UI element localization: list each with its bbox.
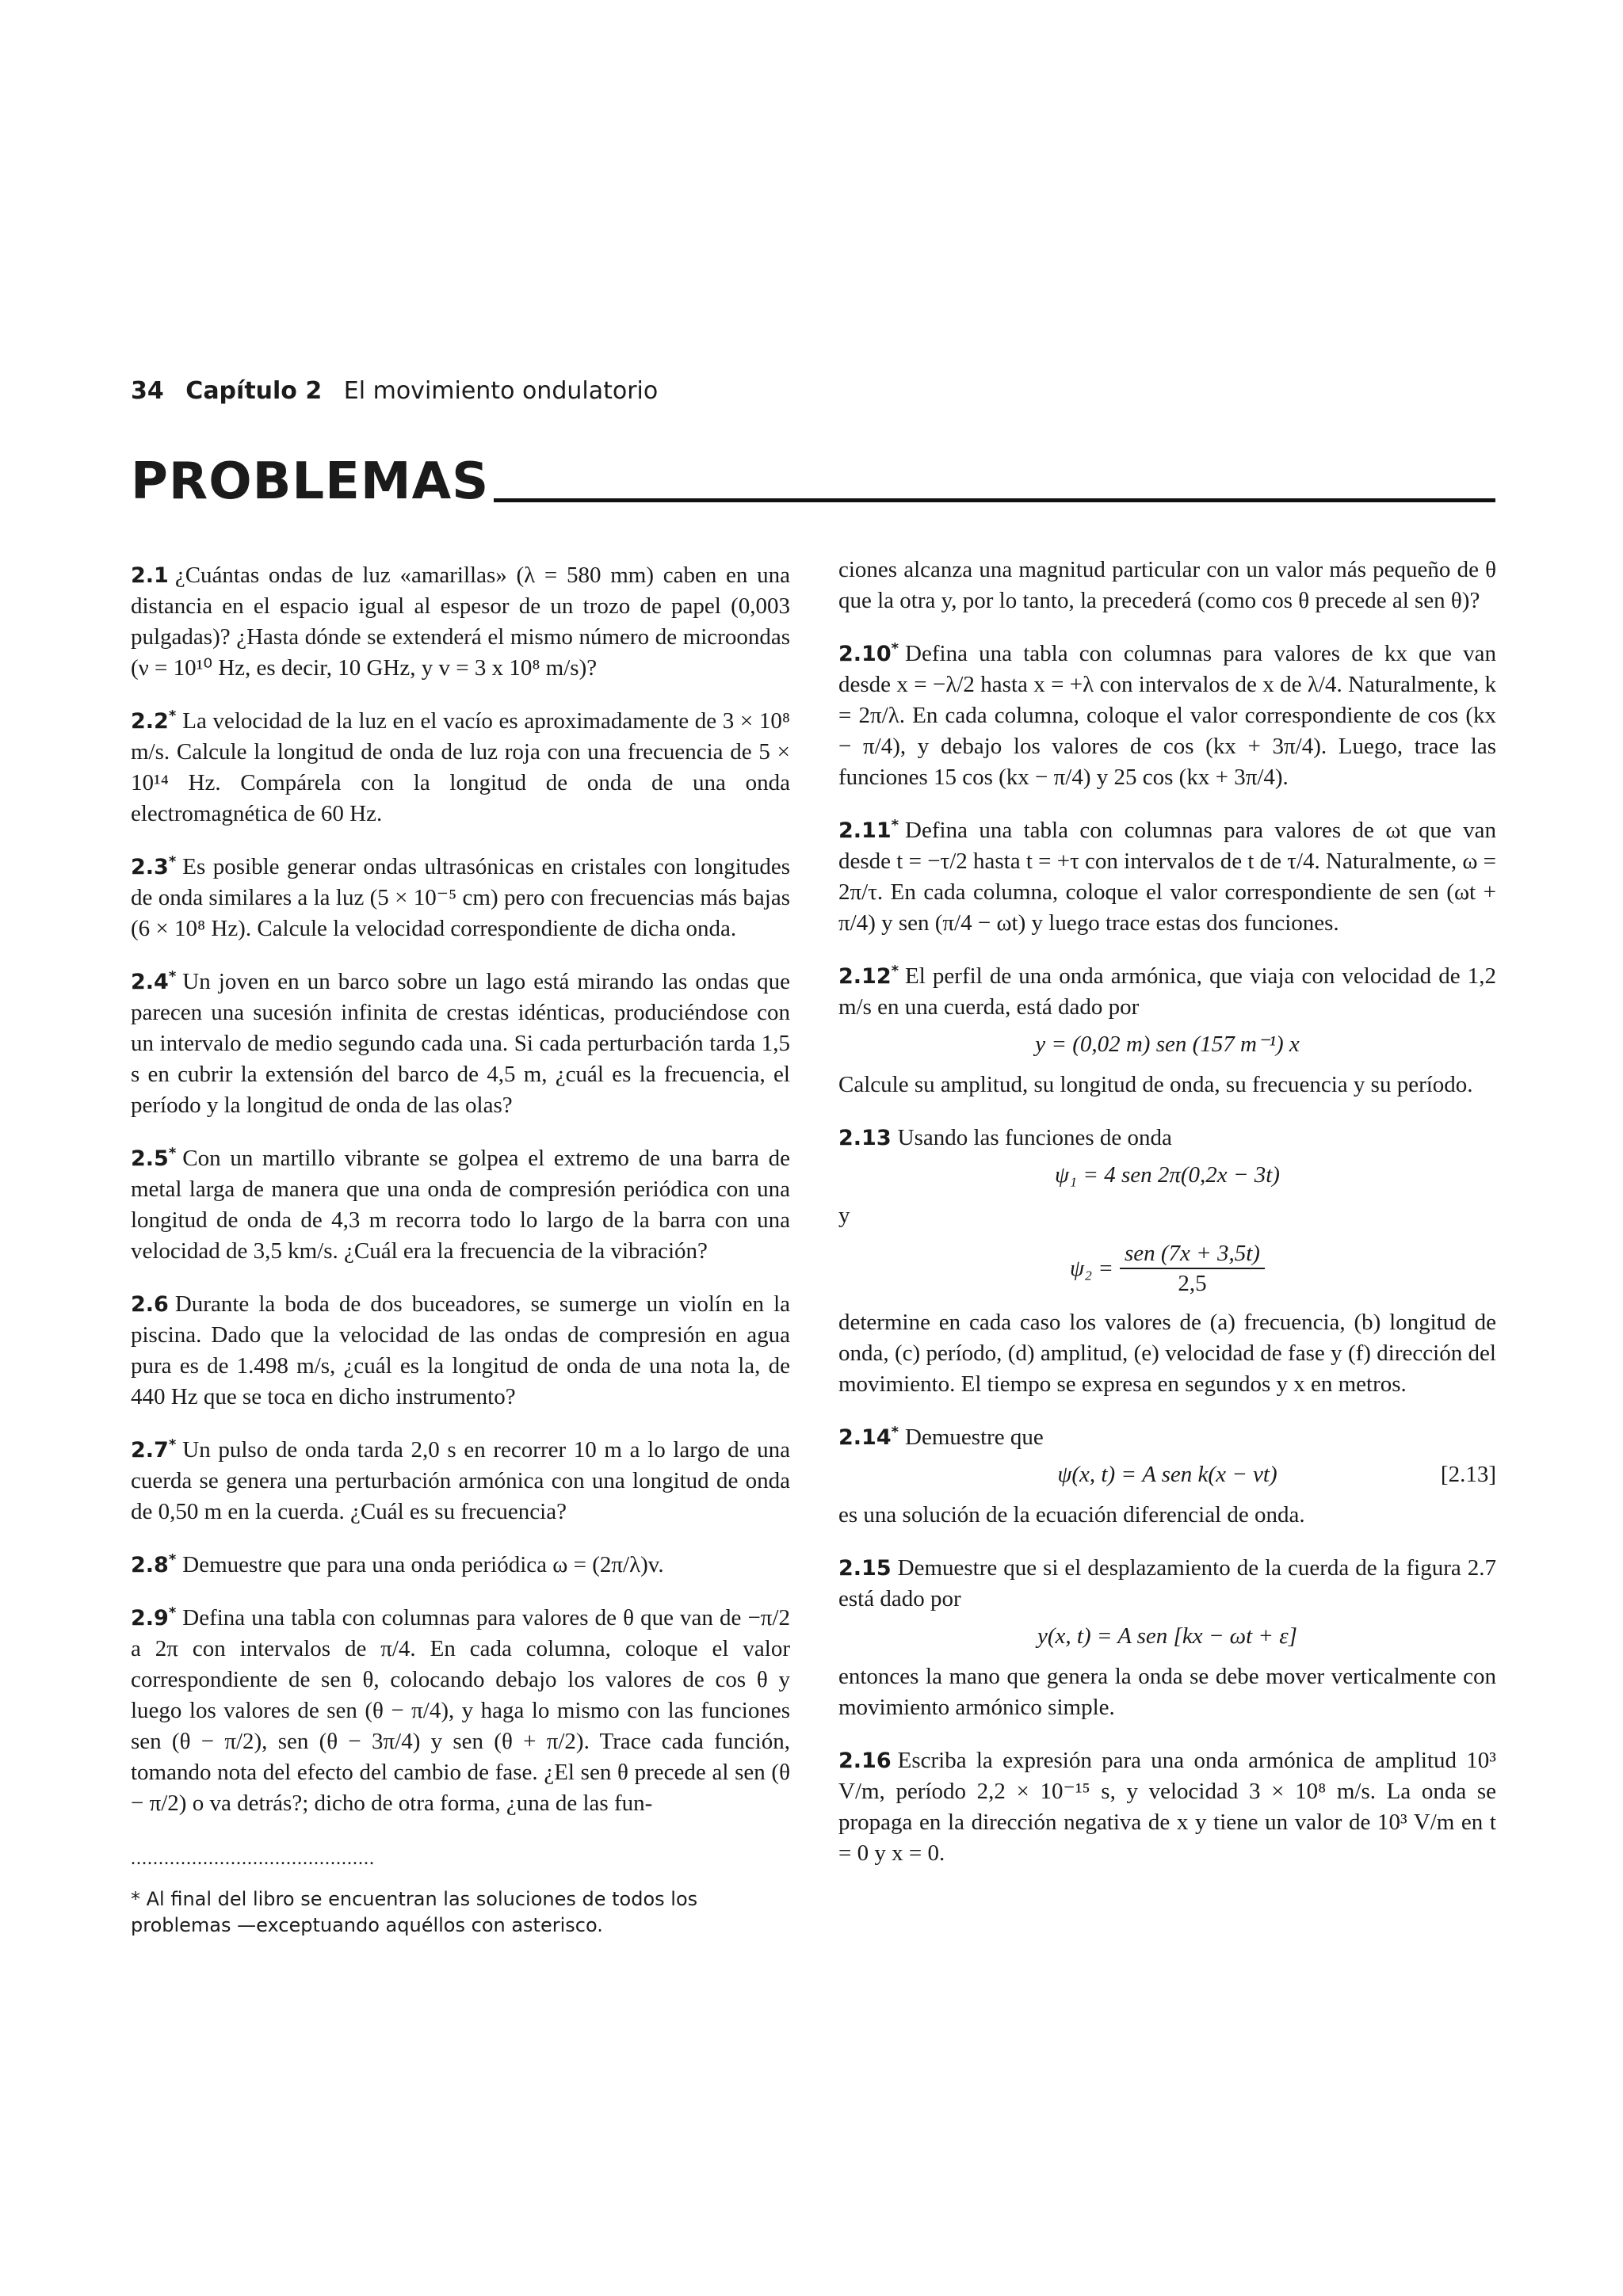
problem-2-12 [838, 955, 1496, 1100]
problem-number: 2.13 [838, 1126, 892, 1150]
equation-psi2 [838, 1239, 1496, 1298]
problem-number: 2.15 [838, 1556, 892, 1581]
problem-text: El perfil de una onda armónica, que viaja con velocidad de 1,2 m/s en una cuerda, está dado por [838, 963, 1496, 1020]
footnote [131, 1846, 796, 1939]
problem-number: 2.14* [838, 1424, 899, 1450]
problem-2-2 [131, 700, 790, 830]
chapter-label: Capítulo 2 [185, 377, 323, 405]
problem-number: 2.16 [838, 1749, 892, 1773]
problem-text: Un joven en un barco sobre un lago está mirando las ondas que parecen una sucesión infinita de crestas idénticas, produciéndose con un intervalo de medio segundo cada una. Si cada perturbación tarda 1,5 s en cubrir la extensión del barco de 4,5 m, ¿cuál es la frecuencia, el período y la longitud de onda de las olas? [131, 969, 790, 1118]
equation-lhs: ψ₂ = [1070, 1255, 1113, 1281]
problem-2-1 [131, 555, 790, 684]
equation-psi1: ψ₁ = 4 sen 2π(0,2x − 3t) [1055, 1162, 1280, 1188]
problem-number: 2.9* [131, 1604, 177, 1630]
problem-number: 2.8* [131, 1551, 177, 1577]
problem-text: Demuestre que para una onda periódica ω = (2π/λ)v. [182, 1552, 664, 1577]
problem-text-after: es una solución de la ecuación diferencial de onda. [838, 1502, 1305, 1527]
equation-tag: [2.13] [1440, 1462, 1496, 1487]
problem-2-8 [131, 1544, 790, 1581]
page-number: 34 [131, 377, 164, 405]
problem-number: 2.12* [838, 963, 899, 989]
problem-number: 2.6 [131, 1292, 169, 1317]
problem-text: Demuestre que si el desplazamiento de la cuerda de la figura 2.7 está dado por [838, 1555, 1496, 1611]
problem-number: 2.5* [131, 1145, 177, 1171]
section-title: PROBLEMAS [131, 452, 490, 511]
problem-2-7 [131, 1429, 790, 1527]
problem-number: 2.3* [131, 853, 177, 879]
problem-2-6 [131, 1283, 790, 1413]
problem-text: Con un martillo vibrante se golpea el extremo de una barra de metal larga de manera que una onda de compresión periódica con una longitud de onda de 4,3 m recorra todo lo largo de la barra con una velocidad de 3,5 km/s. ¿Cuál era la frecuencia de la vibración? [131, 1146, 790, 1264]
section-heading [131, 452, 1495, 511]
chapter-title: El movimiento ondulatorio [343, 377, 659, 405]
problem-text: Un pulso de onda tarda 2,0 s en recorrer 10 m a lo largo de una cuerda se genera una perturbación armónica con una longitud de onda de 0,50 m en la cuerda. ¿Cuál es su frecuencia? [131, 1437, 790, 1524]
denominator: 2,5 [1178, 1271, 1207, 1296]
problem-2-10 [838, 633, 1496, 793]
equation: y = (0,02 m) sen (157 m⁻¹) x [1035, 1032, 1300, 1057]
heading-rule [494, 498, 1495, 502]
problem-number: 2.1 [131, 563, 169, 588]
problem-2-16 [838, 1740, 1496, 1869]
problem-number: 2.11* [838, 817, 899, 843]
problem-number: 2.10* [838, 640, 899, 666]
problem-2-4 [131, 961, 790, 1121]
footnote-separator: ............................................ [131, 1848, 375, 1869]
problem-2-3 [131, 846, 790, 944]
problem-text-after: determine en cada caso los valores de (a) frecuencia, (b) longitud de onda, (c) período, (d) amplitud, (e) velocidad de fase y (f) dirección del movimiento. El tiempo se expresa en segundos y x en metros. [838, 1310, 1496, 1397]
left-column [131, 555, 790, 1836]
problem-text: Usando las funciones de onda [897, 1125, 1172, 1150]
footnote-text: * Al final del libro se encuentran las soluciones de todos los problemas —exceptuando aquéllos con asterisco. [131, 1888, 698, 1936]
numerator: sen (7x + 3,5t) [1120, 1239, 1265, 1269]
problem-2-14 [838, 1417, 1496, 1531]
problem-number: 2.4* [131, 968, 177, 994]
right-column [838, 555, 1496, 1886]
problem-2-13 [838, 1117, 1496, 1400]
problem-2-9 [131, 1597, 790, 1819]
problem-text: La velocidad de la luz en el vacío es aproximadamente de 3 × 10⁸ m/s. Calcule la longitud de onda de luz roja con una frecuencia de 5 × 10¹⁴ Hz. Compárela con la longitud de onda de una onda electromagnética de 60 Hz. [131, 708, 790, 826]
problem-number: 2.2* [131, 707, 177, 734]
problem-text: Escriba la expresión para una onda armónica de amplitud 10³ V/m, período 2,2 × 10⁻¹⁵ s, y velocidad 3 × 10⁸ m/s. La onda se propaga en la dirección negativa de x y tiene un valor de 10³ V/m en t = 0 y x = 0. [838, 1748, 1496, 1866]
problem-2-5 [131, 1138, 790, 1267]
problem-text: Defina una tabla con columnas para valores de ωt que van desde t = −τ/2 hasta t = +τ con intervalos de t de τ/4. Naturalmente, ω = 2π/τ. En cada columna, coloque el valor correspondiente de sen (ωt + π/4) y sen (π/4 − ωt) y luego trace estas dos funciones. [838, 818, 1497, 936]
problem-text: Es posible generar ondas ultrasónicas en cristales con longitudes de onda similares a la luz (5 × 10⁻⁵ cm) pero con frecuencias más bajas (6 × 10⁸ Hz). Calcule la velocidad correspondiente de dicha onda. [131, 854, 790, 941]
problem-text: Durante la boda de dos buceadores, se sumerge un violín en la piscina. Dado que la velocidad de las ondas de compresión en agua pura es de 1.498 m/s, ¿cuál es la longitud de onda de una nota la, de 440 Hz que se toca en dicho instrumento? [131, 1291, 790, 1409]
problem-text: Defina una tabla con columnas para valores de kx que van desde x = −λ/2 hasta x = +λ con intervalos de x de λ/4. Naturalmente, k = 2π/λ. En cada columna, coloque el valor correspondiente de cos (kx − π/4), y debajo los valores de cos (kx + 3π/4). Luego, trace las funciones 15 cos (kx − π/4) y 25 cos (kx + 3π/4). [838, 641, 1496, 790]
conjunction: y [838, 1203, 850, 1228]
problem-text: ¿Cuántas ondas de luz «amarillas» (λ = 580 mm) caben en una distancia en el espacio igual al espesor de un trozo de papel (0,003 pulgadas)? ¿Hasta dónde se extenderá el mismo número de microondas (ν = 10¹⁰ Hz, es decir, 10 GHz, y v = 3 x 10⁸ m/s)? [131, 563, 790, 681]
problem-2-15 [838, 1547, 1496, 1723]
equation: y(x, t) = A sen [kx − ωt + ε] [1037, 1623, 1297, 1649]
equation: ψ(x, t) = A sen k(x − vt) [2.13] [838, 1459, 1496, 1490]
problem-number: 2.7* [131, 1436, 177, 1463]
problem-text: Demuestre que [905, 1425, 1044, 1450]
problem-text-after: entonces la mano que genera la onda se debe mover verticalmente con movimiento armónico simple. [838, 1664, 1496, 1720]
problem-text-after: Calcule su amplitud, su longitud de onda, su frecuencia y su período. [838, 1072, 1473, 1097]
problem-2-11 [838, 810, 1496, 939]
fraction [1120, 1239, 1265, 1298]
problem-2-9-continuation: ciones alcanza una magnitud particular con un valor más pequeño de θ que la otra y, por lo tanto, la precederá (como cos θ precede al sen θ)? [838, 557, 1496, 613]
problem-text: Defina una tabla con columnas para valores de θ que van de −π/2 a 2π con intervalos de π/4. En cada columna, coloque el valor correspondiente de sen θ, colocando debajo los valores de cos θ y luego los valores de sen (θ − π/4), y haga lo mismo con las funciones sen (θ − π/2), sen (θ − 3π/4) y sen (θ + π/2). Trace cada función, tomando nota del efecto del cambio de fase. ¿El sen θ precede al sen (θ − π/2) o va detrás?; dicho de otra forma, ¿una de las fun- [131, 1605, 790, 1816]
running-head [131, 377, 658, 405]
